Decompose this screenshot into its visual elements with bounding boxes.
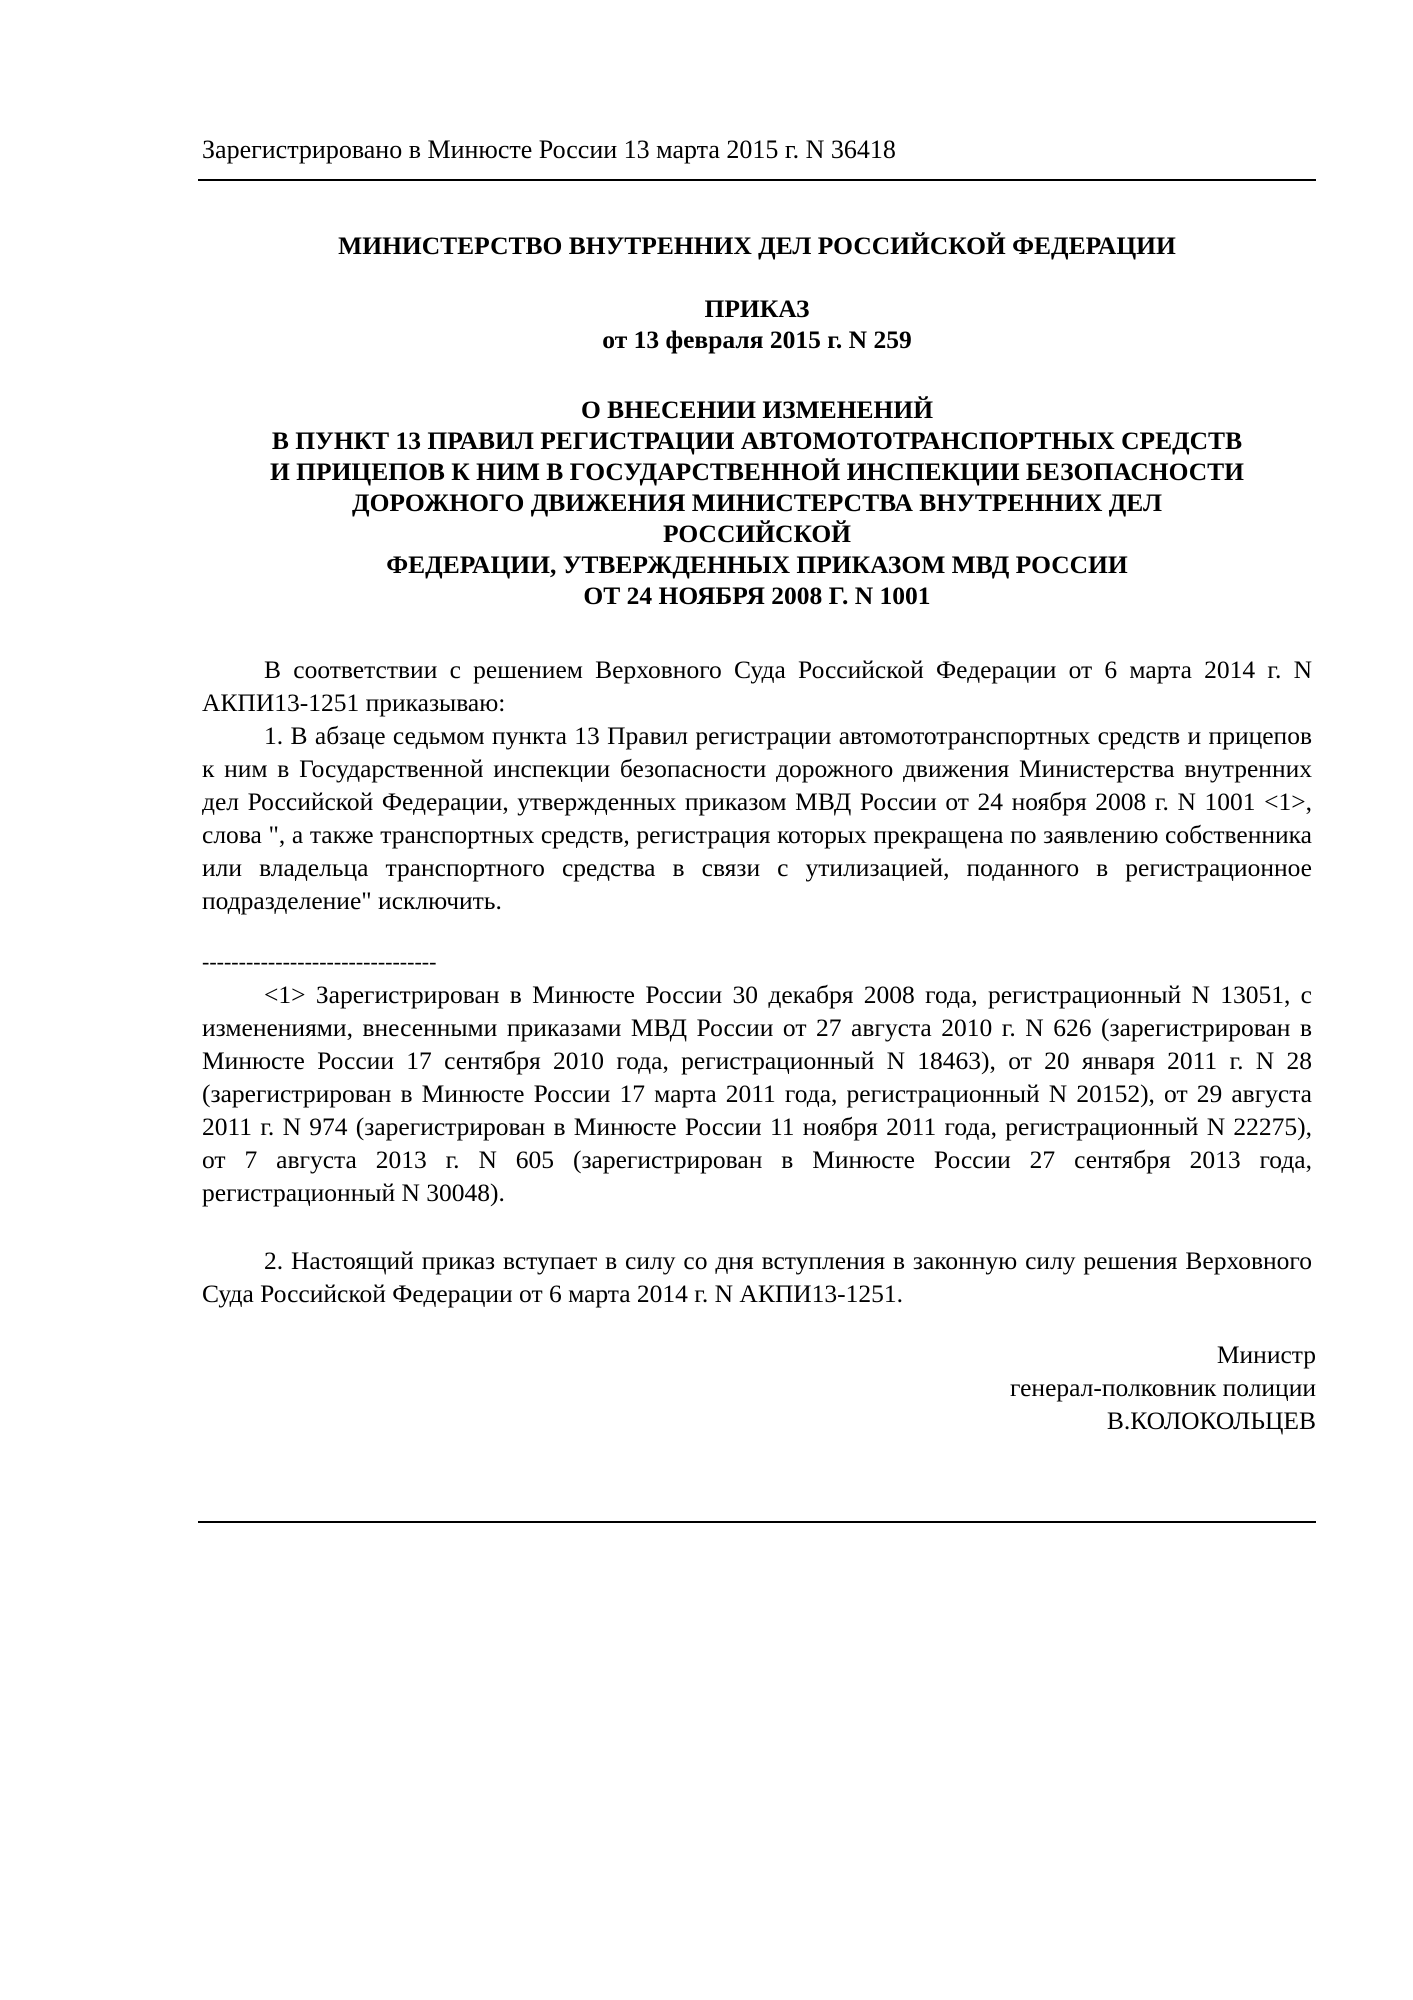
footnote-separator: -------------------------------- [202, 949, 437, 974]
header-divider [198, 179, 1316, 181]
subject-line: ДОРОЖНОГО ДВИЖЕНИЯ МИНИСТЕРСТВА ВНУТРЕННИХ ДЕЛ [352, 488, 1162, 517]
order-label: ПРИКАЗ [704, 294, 810, 323]
subject-line: О ВНЕСЕНИИ ИЗМЕНЕНИЙ [580, 395, 934, 424]
order-subject [198, 394, 1316, 611]
footnote-text: <1> Зарегистрирован в Минюсте России 30 декабря 2008 года, регистрационный N 13051, с изменениями, внесенными приказами МВД России от 27 августа 2010 г. N 626 (зарегистрирован в Минюсте России 17 сентября 2010 года, регистрационный N 18463), от 20 января 2011 г. N 28 (зарегистрирован в Минюсте России 17 марта 2011 года, регистрационный N 20152), от 29 августа 2011 г. N 974 (зарегистрирован в Минюсте России 11 ноября 2011 года, регистрационный N 22275), от 7 августа 2013 г. N 605 (зарегистрирован в Минюсте России 27 сентября 2013 года, регистрационный N 30048). [202, 980, 1312, 1207]
subject-line: И ПРИЦЕПОВ К НИМ В ГОСУДАРСТВЕННОЙ ИНСПЕКЦИИ БЕЗОПАСНОСТИ [269, 457, 1245, 486]
signatory-name: В.КОЛОКОЛЬЦЕВ [1106, 1406, 1316, 1435]
subject-line: ОТ 24 НОЯБРЯ 2008 Г. N 1001 [583, 581, 931, 610]
subject-line: ФЕДЕРАЦИИ, УТВЕРЖДЕННЫХ ПРИКАЗОМ МВД РОССИИ [386, 550, 1128, 579]
item-2-paragraph: 2. Настоящий приказ вступает в силу со дня вступления в законную силу решения Верховного Суда Российской Федерации от 6 марта 2014 г. N АКПИ13-1251. [202, 1246, 1312, 1308]
subject-line: РОССИЙСКОЙ [662, 519, 851, 548]
footer-divider [198, 1521, 1316, 1523]
signature-block [1010, 1338, 1316, 1437]
item-1-paragraph: 1. В абзаце седьмом пункта 13 Правил регистрации автомототранспортных средств и прицепов к ним в Государственной инспекции безопасности дорожного движения Министерства внутренних дел Российской Федерации, утвержденных приказом МВД России от 24 ноября 2008 г. N 1001 <1>, слова ", а также транспортных средств, регистрация которых прекращена по заявлению собственника или владельца транспортного средства в связи с утилизацией, поданного в регистрационное подразделение" исключить. [202, 721, 1312, 915]
order-heading [198, 293, 1316, 355]
order-date-number: от 13 февраля 2015 г. N 259 [602, 325, 912, 354]
ministry-title: МИНИСТЕРСТВО ВНУТРЕННИХ ДЕЛ РОССИЙСКОЙ ФЕДЕРАЦИИ [338, 231, 1176, 260]
signatory-rank: генерал-полковник полиции [1009, 1373, 1316, 1402]
subject-line: В ПУНКТ 13 ПРАВИЛ РЕГИСТРАЦИИ АВТОМОТОТРАНСПОРТНЫХ СРЕДСТВ [271, 426, 1243, 455]
signatory-position: Министр [1216, 1340, 1316, 1369]
intro-paragraph: В соответствии с решением Верховного Суда Российской Федерации от 6 марта 2014 г. N АКПИ13-1251 приказываю: [202, 655, 1312, 717]
registration-note: Зарегистрировано в Минюсте России 13 марта 2015 г. N 36418 [202, 135, 896, 164]
